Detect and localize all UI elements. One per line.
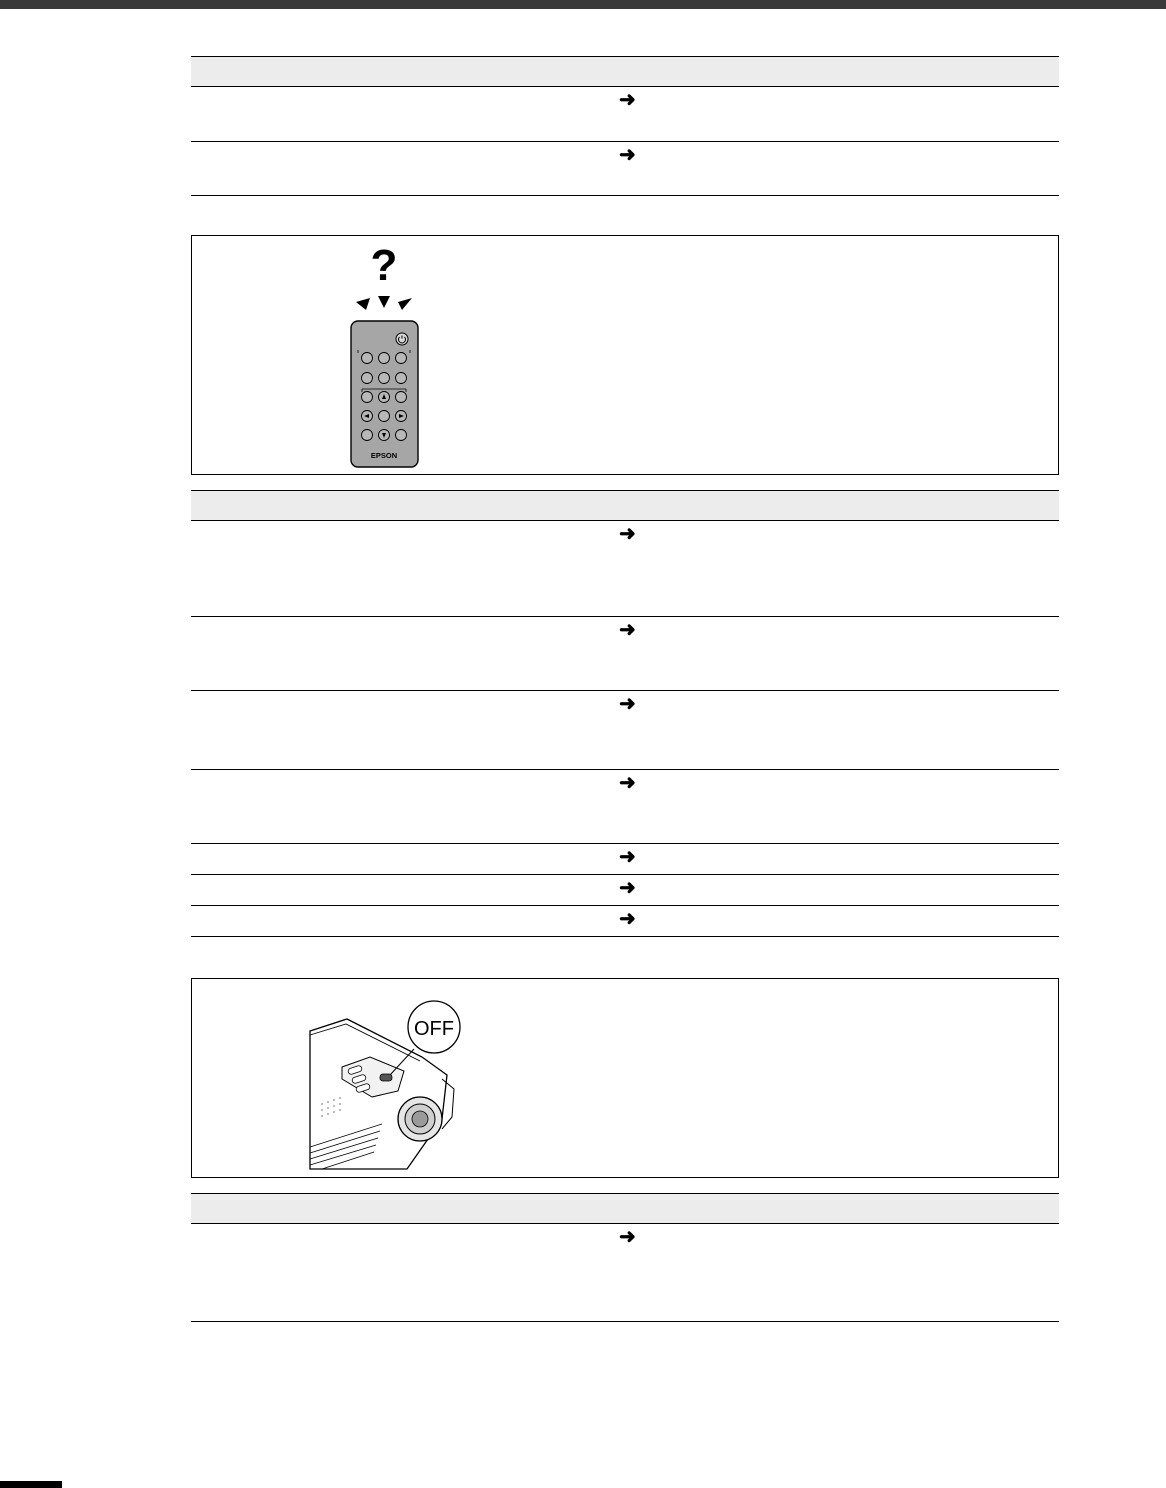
signal-center-icon xyxy=(378,296,390,308)
table-row xyxy=(191,691,1059,770)
arrow-icon: ➜ xyxy=(619,89,636,111)
table-1 xyxy=(191,56,1059,196)
question-mark: ? xyxy=(370,241,398,290)
figure-box-remote xyxy=(191,235,1059,475)
page-edge-mark xyxy=(0,1481,62,1488)
off-label: OFF xyxy=(414,1018,454,1040)
table-row xyxy=(191,875,1059,906)
table-row xyxy=(191,617,1059,691)
arrow-icon: ➜ xyxy=(619,144,636,166)
arrow-icon: ➜ xyxy=(619,619,636,641)
table-row xyxy=(191,1224,1059,1322)
table-2 xyxy=(191,490,1059,937)
table-row xyxy=(191,770,1059,844)
remote-brand-label: EPSON xyxy=(370,451,398,460)
table-row xyxy=(191,142,1059,196)
signal-right-icon xyxy=(398,298,412,310)
table-header xyxy=(191,56,1059,87)
remote-illustration xyxy=(322,236,582,474)
table-row xyxy=(191,521,1059,617)
signal-left-icon xyxy=(356,298,370,310)
table-row xyxy=(191,87,1059,142)
top-bar xyxy=(0,0,1166,9)
table-row xyxy=(191,844,1059,875)
table-3 xyxy=(191,1193,1059,1322)
arrow-icon: ➜ xyxy=(619,772,636,794)
arrow-icon: ➜ xyxy=(619,908,636,930)
arrow-icon: ➜ xyxy=(619,1226,636,1248)
arrow-icon: ➜ xyxy=(619,693,636,715)
table-row xyxy=(191,906,1059,937)
arrow-icon: ➜ xyxy=(619,877,636,899)
arrow-icon: ➜ xyxy=(619,523,636,545)
figure-box-projector xyxy=(191,978,1059,1178)
table-header xyxy=(191,490,1059,521)
table-header xyxy=(191,1193,1059,1224)
projector-illustration xyxy=(302,979,502,1177)
arrow-icon: ➜ xyxy=(619,846,636,868)
